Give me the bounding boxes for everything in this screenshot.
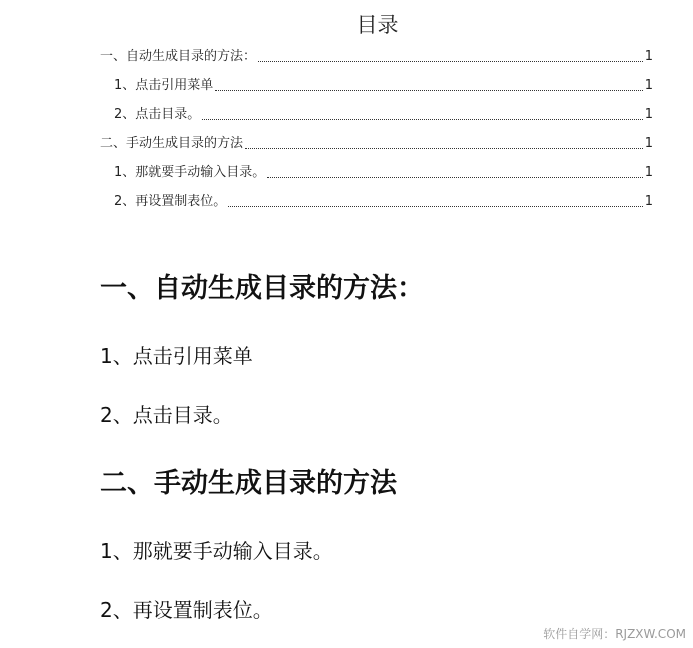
section-heading-manual: 二、手动生成目录的方法: [100, 468, 397, 499]
toc-entry-page: 1: [644, 165, 653, 180]
toc-entry-text: 2、再设置制表位。: [114, 194, 227, 209]
toc-entry-text: 1、点击引用菜单: [114, 78, 214, 93]
toc-entry-text: 一、自动生成目录的方法：: [100, 49, 257, 64]
subheading-manual-input: 1、那就要手动输入目录。: [100, 539, 333, 563]
toc-entry[interactable]: [114, 75, 653, 95]
toc-dot-leader: [245, 148, 643, 149]
toc-dot-leader: [228, 206, 642, 207]
toc-entry[interactable]: [100, 46, 653, 66]
toc-entry-text: 1、那就要手动输入目录。: [114, 165, 266, 180]
toc-entry-page: 1: [644, 107, 653, 122]
toc-dot-leader: [202, 119, 642, 120]
toc-entry-page: 1: [644, 78, 653, 93]
toc-entry-page: 1: [644, 136, 653, 151]
toc-entry-text: 2、点击目录。: [114, 107, 201, 122]
toc-entry[interactable]: [114, 191, 653, 211]
toc-dot-leader: [215, 90, 642, 91]
subheading-click-reference-menu: 1、点击引用菜单: [100, 344, 253, 368]
toc-dot-leader: [258, 61, 643, 62]
toc-title: 目录: [356, 13, 399, 37]
toc-entry-page: 1: [644, 194, 653, 209]
toc-entry[interactable]: [100, 133, 653, 153]
toc-entry[interactable]: [114, 104, 653, 124]
subheading-click-toc: 2、点击目录。: [100, 403, 233, 427]
toc-entry[interactable]: [114, 162, 653, 182]
toc-entry-page: 1: [644, 49, 653, 64]
toc-dot-leader: [267, 177, 642, 178]
site-watermark: 软件自学网：RJZXW.COM: [543, 627, 686, 641]
section-heading-auto: 一、自动生成目录的方法：: [100, 273, 424, 304]
subheading-set-tab-stops: 2、再设置制表位。: [100, 598, 273, 622]
toc-entry-text: 二、手动生成目录的方法: [100, 136, 244, 151]
